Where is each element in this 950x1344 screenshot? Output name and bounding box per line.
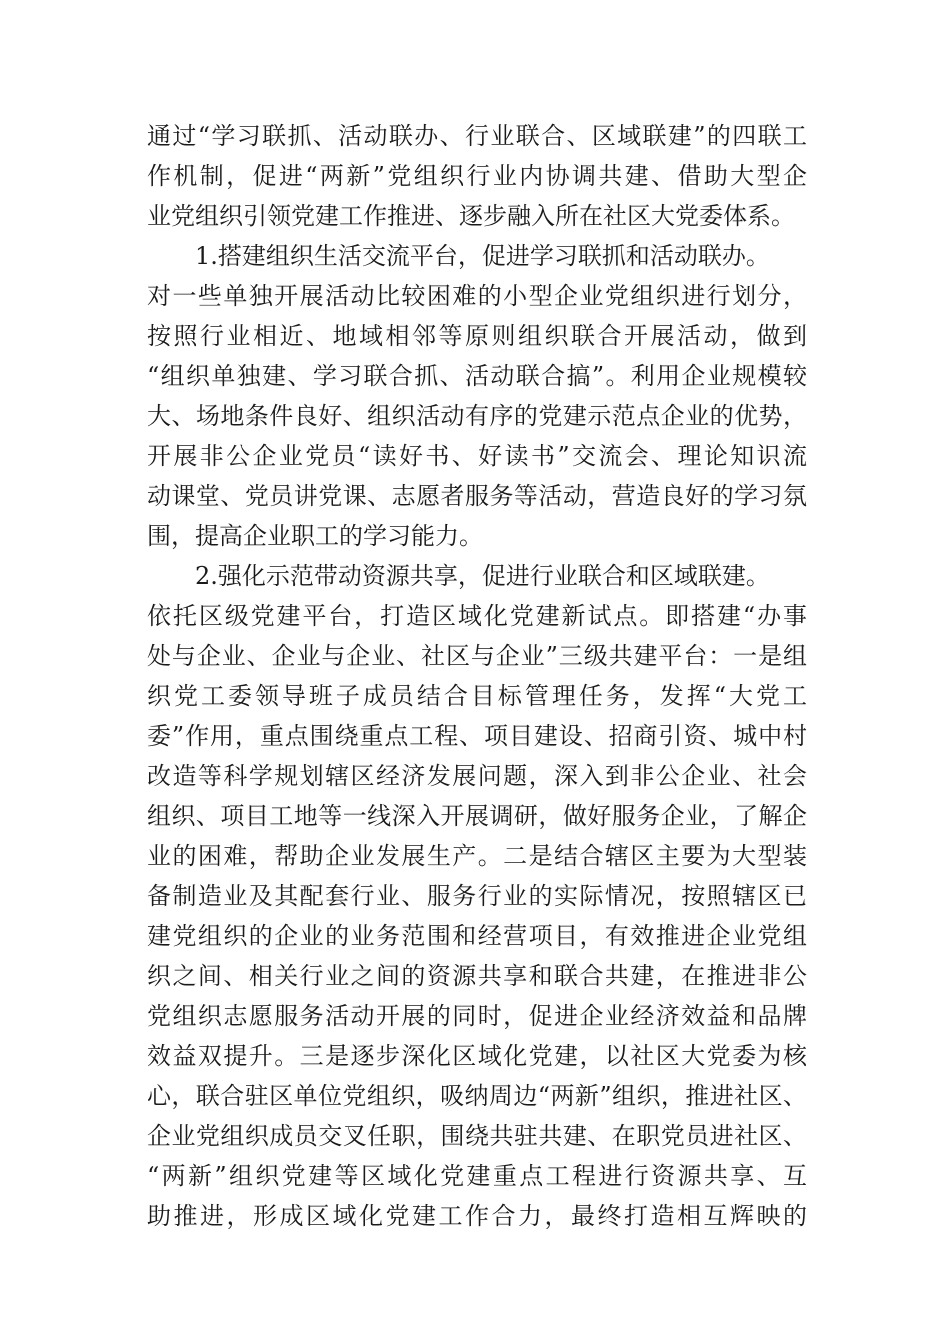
text-line: 作机制，促进“两新”党组织行业内协调共建、借助大型企 [147, 162, 807, 190]
text-line: 业党组织引领党建工作推进、逐步融入所在社区大党委体系。 [147, 202, 795, 230]
text-line: 心，联合驻区单位党组织，吸纳周边“两新”组织，推进社区、 [147, 1082, 807, 1110]
text-line: 处与企业、企业与企业、社区与企业”三级共建平台：一是组 [147, 642, 807, 670]
text-line: 开展非公企业党员“读好书、好读书”交流会、理论知识流 [147, 442, 807, 470]
text-line: “组织单独建、学习联合抓、活动联合搞”。利用企业规模较 [147, 362, 807, 390]
text-line: 通过“学习联抓、活动联办、行业联合、区域联建”的四联工 [147, 122, 807, 150]
text-line: 效益双提升。三是逐步深化区域化党建，以社区大党委为核 [147, 1042, 807, 1070]
text-line: 依托区级党建平台，打造区域化党建新试点。即搭建“办事 [147, 602, 807, 630]
text-line: 大、场地条件良好、组织活动有序的党建示范点企业的优势， [147, 402, 807, 430]
text-line: 织之间、相关行业之间的资源共享和联合共建，在推进非公 [147, 962, 807, 990]
text-line: 业的困难，帮助企业发展生产。二是结合辖区主要为大型装 [147, 842, 807, 870]
text-line: 改造等科学规划辖区经济发展问题，深入到非公企业、社会 [147, 762, 807, 790]
text-line: 织党工委领导班子成员结合目标管理任务，发挥“大党工 [147, 682, 807, 710]
text-line: 助推进，形成区域化党建工作合力，最终打造相互辉映的 [147, 1202, 807, 1230]
text-line: 按照行业相近、地域相邻等原则组织联合开展活动，做到 [147, 322, 807, 350]
text-line: 组织、项目工地等一线深入开展调研，做好服务企业，了解企 [147, 802, 807, 830]
text-line: 围，提高企业职工的学习能力。 [147, 522, 483, 550]
text-line: “两新”组织党建等区域化党建重点工程进行资源共享、互 [147, 1162, 807, 1190]
text-line: 委”作用，重点围绕重点工程、项目建设、招商引资、城中村 [147, 722, 807, 750]
text-line: 企业党组织成员交叉任职，围绕共驻共建、在职党员进社区、 [147, 1122, 807, 1150]
body-text [147, 116, 807, 1236]
section-heading-1: 1.搭建组织生活交流平台，促进学习联抓和活动联办。 [195, 242, 770, 270]
text-line: 党组织志愿服务活动开展的同时，促进企业经济效益和品牌 [147, 1002, 807, 1030]
text-line: 备制造业及其配套行业、服务行业的实际情况，按照辖区已 [147, 882, 807, 910]
section-heading-2: 2.强化示范带动资源共享，促进行业联合和区域联建。 [195, 562, 770, 590]
text-line: 对一些单独开展活动比较困难的小型企业党组织进行划分， [147, 282, 807, 310]
text-line: 动课堂、党员讲党课、志愿者服务等活动，营造良好的学习氛 [147, 482, 807, 510]
text-line: 建党组织的企业的业务范围和经营项目，有效推进企业党组 [147, 922, 807, 950]
